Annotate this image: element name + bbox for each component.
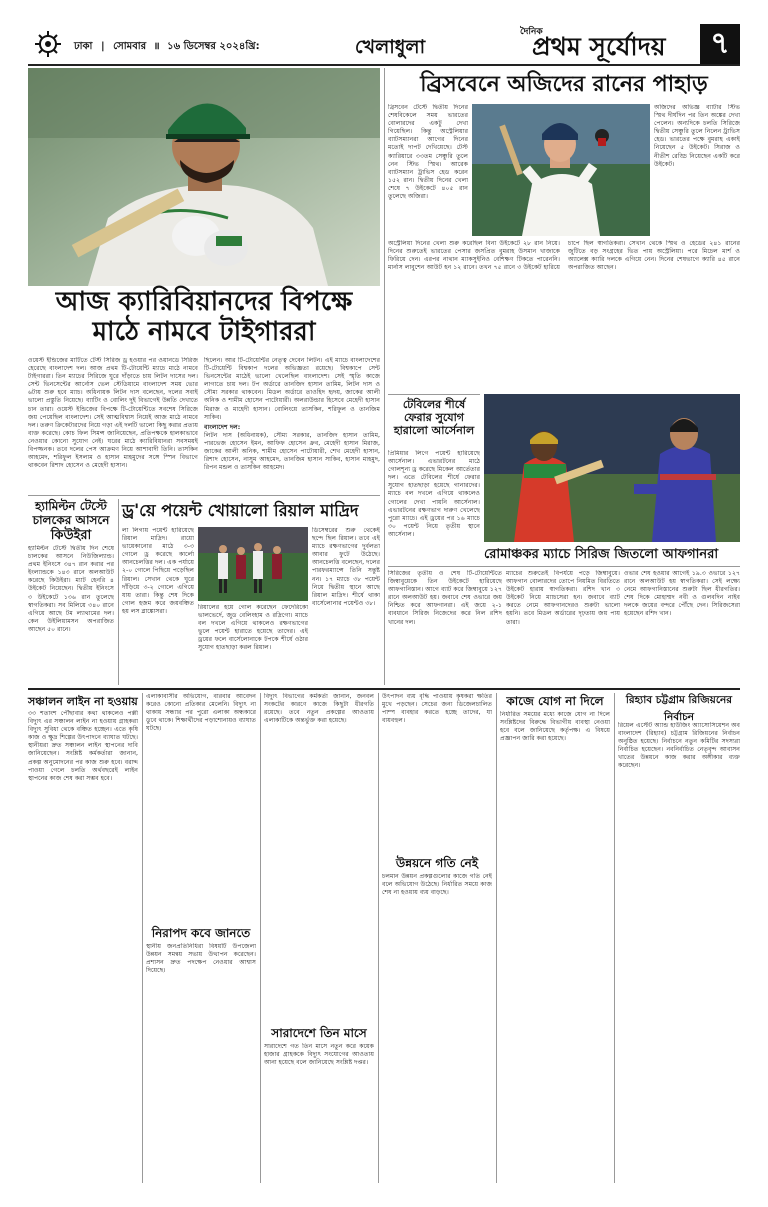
hamilton-headline-line1: হ্যামিল্টন টেস্টে [35, 499, 107, 513]
header-divider [28, 64, 740, 66]
lead-body-2: ছিলেন। আর টি-টোয়েন্টির নেতৃত্ব দেবেন লিটন। এই ম্যাচে বাংলাদেশের টি-টোয়েন্টি বিশ্বকাপ দলের অভিজ্ঞতা রয়েছে। বিশ্বকাপে সেন্ট ভিনসেন্টের মাঠেই ভালো খেলেছিল বাংলাদেশ। সেই স্মৃতি কাজে লাগাতে চায় দল। টপ অর্ডারে তানজিদ হাসান তামিম, লিটন দাস ও সৌম্য সরকার থাকবেন। মিডল অর্ডারে তাওহিদ হৃদয়, জাকের আলী অনিক ও শামীম হোসেন পাটোয়ারী। অলরাউন্ডার হিসেবে মেহেদী হাসান মিরাজ ও মাহেদী হাসান। বোলিংয়ে তাসকিন, শরিফুল ও তানজিম সাকিব। [204, 357, 380, 421]
madrid-body-left: লা লিগায় পয়েন্ট হারিয়েছে রিয়াল মাদ্রিদ। রায়ো ভায়েকানোর মাঠে ৩-৩ গোলে ড্র করেছে কার্লো আনচেলত্তির দল। এক পর্যায়ে ২-০ গোলে পিছিয়ে পড়েছিল রিয়াল। সেখান থেকে ঘুরে দাঁড়িয়ে ৩-২ গোলে এগিয়ে যায় তারা। কিন্তু শেষ দিকে গোল হজম করে জয়বঞ্চিত হয় লস ব্লাঙ্কোসরা। [122, 527, 194, 615]
squad-list: লিটন দাস (অধিনায়ক), সৌম্য সরকার, তানজিদ হাসান তামিম, পারভেজ হোসেন ইমন, আফিফ হোসেন ধ্রুব, মেহেদী হাসান মিরাজ, জাকের আলী অনিক, শামীম হোসেন পাটোয়ারী, শেখ মেহেদী হাসান, রিশাদ হোসেন, নাসুম আহমেদ, তানজিম হাসান সাকিব, হাসান মাহমুদ, রিপন মন্ডল ও তাসকিন আহমেদ। [204, 431, 380, 472]
madrid-headline: ড্র'য়ে পয়েন্ট খোয়ালো রিয়াল মাদ্রিদ [122, 501, 359, 520]
bottom-divider [28, 688, 740, 690]
hamilton-headline-line2: চালকের আসনে [32, 513, 110, 528]
hamilton-headline [28, 499, 114, 543]
afghanistan-body-left: সিরিজের তৃতীয় ও শেষ টি-টোয়েন্টিতে জিম্বাবুয়েকে তিন উইকেটে হারিয়েছে আফগানিস্তান। আগে ব্যাট করে জিম্বাবুয়ে ১২৭ রানে অলআউট হয়। জবাবে শেষ ওভারে জয় নিশ্চিত করে আফগানরা। এই জয়ে ২-১ ব্যবধানে সিরিজ নিজেদের করে নিল রশিদ খানের দল। [388, 570, 502, 626]
bottom-mid3-body: উৎপাদন ব্যয় বৃদ্ধি পাওয়ায় কৃষকরা ক্ষতির মুখে পড়ছেন। সেচের জন্য ডিজেলচালিত পাম্প ব্যবহার করতে হচ্ছে তাদের, যা ব্যয়বহুল। [382, 693, 492, 725]
brisbane-body-left: ব্রিসবেন টেস্টে দ্বিতীয় দিনের শেষবিকেলে সময় ভারতের বোলারদের একটু দেখা গিয়েছিল। কিন্তু অস্ট্রেলিয়ার ব্যাটসম্যানরা আগের দিনের মতোই দাপট দেখিয়েছে। টেস্ট ক্যারিয়ারে ৩৩তম সেঞ্চুরি তুলে নেন স্টিভ স্মিথ। আরেক ব্যাটসম্যান ট্রাভিস হেড করেন ১৫২ রান। দ্বিতীয় দিনের খেলা শেষে ৭ উইকেটে ৪০৫ রান তুলেছে অজিরা। [388, 104, 468, 201]
bottom-mid3-body2: চলমান উন্নয়ন প্রকল্পগুলোর কাজে গতি নেই বলে অভিযোগ উঠেছে। নির্ধারিত সময়ে কাজ শেষ না হওয়ায় ব্যয় বাড়ছে। [382, 873, 492, 897]
divider [614, 693, 615, 1183]
dateline: ঢাকা | সোমবার ॥ ১৬ ডিসেম্বর ২০২৪খ্রি: [74, 41, 260, 52]
squad-label: বাংলাদেশ দল: [204, 423, 241, 431]
section-title: খেলাধুলা [354, 36, 426, 58]
page-number: ৭ [700, 24, 740, 64]
brisbane-body-right: অস্ট্রেলিয়া দিনের খেলা শুরু করেছিল বিনা উইকেটে ২৮ রান নিয়ে। দিনের শুরুতেই ভারতের পেসার জসপ্রিত বুমরাহ উসমান খাজাকে ফিরিয়ে দেন। এরপর নাথান ম্যাকসুইনিও বেশিক্ষণ টিকতে পারেননি। মার্নাস লাবুশেন আউট হন ১২ রানে। তখন ৭৫ রানে ৩ উইকেট হারিয়ে চাপে ছিল স্বাগতিকরা। সেখান থেকে স্মিথ ও হেডের ২৪১ রানের জুটিতে বড় সংগ্রহের ভিত পায় অস্ট্রেলিয়া। পরে মিচেল মার্শ ও অ্যালেক্স ক্যারি দলকে এগিয়ে নেন। দিনের শেষভাগে ক্যারি ৪৫ রানে অপরাজিত আছেন। [388, 240, 740, 272]
divider [378, 693, 379, 1183]
bottom-mid2-top: বিদ্যুৎ বিভাগের কর্মকর্তা জানান, জনবল সংকটের কারণে কাজে কিছুটা ধীরগতি রয়েছে। তবে নতুন প্রকল্পের আওতায় এলাকাটিকে অন্তর্ভুক্ত করা হয়েছে। [264, 693, 374, 725]
bottom-left-title: সঞ্চালন লাইন না হওয়ায় [28, 695, 138, 708]
bottom-mid2-body: সারাদেশে গত তিন মাসে নতুন করে কয়েক হাজার গ্রাহককে বিদ্যুৎ সংযোগের আওতায় আনা হয়েছে বলে জানিয়েছে সংশ্লিষ্ট দপ্তর। [264, 1043, 374, 1067]
bottom-mid2-title: সারাদেশে তিন মাসে [271, 1026, 367, 1040]
brisbane-body-far: অজিদের অভিজ্ঞ ব্যাটার স্টিভ স্মিথ দীর্ঘদিন পর তিন অঙ্কের দেখা পেলেন। অন্যদিকে চলতি সিরিজে দ্বিতীয় সেঞ্চুরি তুলে নিলেন ট্রাভিস হেড। ভারতের পক্ষে বুমরাহ একাই নিয়েছেন ৫ উইকেট। সিরাজ ও নীতীশ রেড্ডি নিয়েছেন একটি করে উইকেট। [654, 104, 740, 168]
afghanistan-headline: রোমাঞ্চকর ম্যাচে সিরিজ জিতলো আফগানরা [484, 544, 740, 566]
divider [142, 693, 143, 1183]
afghanistan-photo [484, 394, 740, 542]
divider [384, 68, 385, 685]
lead-body: ওয়েস্ট ইন্ডিজের মাটিতে টেস্ট সিরিজ ড্র হওয়ার পর ওয়ানডে সিরিজ হেরেছে বাংলাদেশ দল। আজ প্রথম টি-টোয়েন্টি ম্যাচে মাঠে নামবে টাইগাররা। তিন ম্যাচের সিরিজে ঘুরে দাঁড়াতে চায় লিটন দাসের দল। সেন্ট ভিনসেন্টের আর্নোস ভেল স্টেডিয়ামে বাংলাদেশ সময় ভোর ৬টায় শুরু হবে ম্যাচ। অধিনায়ক লিটন দাস বলেছেন, দলের সবাই ভালো প্রস্তুতি নিয়েছে। ব্যাটিং ও বোলিং দুই বিভাগেই উন্নতি দেখাতে চান তারা। ওয়েস্ট ইন্ডিজের বিপক্ষে টি-টোয়েন্টিতে সবশেষ সিরিজে জয় পেয়েছিল বাংলাদেশ। সেই আত্মবিশ্বাস নিয়েই আজ মাঠে নামবে দল। তরুণ ক্রিকেটারদের নিয়ে গড়া এই দলটি ভালো কিছু করার প্রত্যয় ব্যক্ত করেছে। কোচ ফিল সিমন্স জানিয়েছেন, প্রতিপক্ষকে হালকাভাবে নেওয়ার কোনো সুযোগ নেই। ঘরের মাঠে ক্যারিবিয়ানরা সবসময়ই বিপজ্জনক। তবে দলের পেস আক্রমণ নিয়ে আশাবাদী তিনি। তাসকিন আহমেদ, শরিফুল ইসলাম ও হাসান মাহমুদের সঙ্গে স্পিন বিভাগে থাকবেন রিশাদ হোসেন ও মেহেদী হাসান। [28, 357, 198, 470]
masthead-small: দৈনিক [520, 27, 543, 37]
brisbane-photo [472, 104, 650, 236]
dateline-date: ১৬ ডিসেম্বর ২০২৪খ্রি: [167, 41, 260, 52]
dateline-day: সোমবার [113, 41, 147, 52]
divider [118, 499, 119, 685]
lead-headline-line1: আজ ক্যারিবিয়ানদের বিপক্ষে [55, 287, 353, 317]
hamilton-body: হ্যামিল্টন টেস্টে দ্বিতীয় দিন শেষে চালকের আসনে নিউজিল্যান্ড। প্রথম ইনিংসে ৩৪৭ রান করার পর ইংল্যান্ডকে ১৪৩ রানে অলআউট করেছে কিউইরা। ম্যাট হেনরি ৪ উইকেট নিয়েছেন। দ্বিতীয় ইনিংসে ৩ উইকেটে ১৩৬ রান তুলেছে স্বাগতিকরা। সব মিলিয়ে ৩৪০ রানে এগিয়ে আছে টম ল্যাথামের দল। কেন উইলিয়ামসন অপরাজিত আছেন ৫০ রানে। [28, 545, 114, 633]
lead-body-continued [204, 357, 380, 492]
bottom-left-body: ৩৩ শতাংশ পৌঁছাবার কথা থাকলেও পল্লী বিদ্যুৎ এর সঞ্চালন লাইন না হওয়ায় গ্রাহকরা বিদ্যুৎ সুবিধা থেকে বঞ্চিত হচ্ছেন। এতে কৃষি কাজ ও ক্ষুদ্র শিল্পের উৎপাদনে ব্যাঘাত ঘটছে। স্থানীয়রা দ্রুত সঞ্চালন লাইন স্থাপনের দাবি জানিয়েছেন। সংশ্লিষ্ট কর্মকর্তারা জানান, প্রকল্প অনুমোদনের পর কাজ শুরু হবে। বরাদ্দ পাওয়া গেলে চলতি অর্থবছরেই লাইন স্থাপনের কাজ শেষ করা সম্ভব হবে। [28, 710, 138, 782]
brisbane-headline: ব্রিসবেনে অজিদের রানের পাহাড় [420, 72, 708, 97]
arsenal-headline: টেবিলের শীর্ষে ফেরার সুযোগ হারালো আর্সেনাল [393, 398, 475, 438]
divider [28, 495, 380, 496]
bottom-mid3-title: উন্নয়নে গতি নেই [395, 856, 479, 870]
bottom-right-title-line2: নির্বাচন [663, 711, 695, 723]
bottom-mid1-title: নিরাপদ কবে জানতে [151, 926, 251, 940]
divider [260, 693, 261, 1183]
afghanistan-body-mid: ম্যাচের শুরুতেই বিপর্যয়ে পড়ে জিম্বাবুয়ে। আফগান বোলারদের তোপে নিয়মিত বিরতিতে উইকেট হারায় স্বাগতিকরা। রশিদ খান ৩ উইকেট নিয়ে ম্যাচসেরা হন। জবাবে ব্যাট করতে নেমে আফগানদেরও শুরুটা ভালো হয়নি। তবে মিডল অর্ডারের দৃঢ়তায় জয় পায় তারা। [506, 570, 620, 626]
dateline-location: ঢাকা [74, 41, 93, 52]
madrid-body-right: ডিসেম্বরের শুরু থেকেই ছন্দে ছিল রিয়াল। তবে এই ম্যাচে রক্ষণভাগের দুর্বলতা আবার ফুটে উঠেছে। আনচেলত্তি বলেছেন, দলের পারফরম্যান্সে তিনি সন্তুষ্ট নন। ১৭ ম্যাচে ৩৮ পয়েন্ট নিয়ে দ্বিতীয় স্থানে আছে রিয়াল মাদ্রিদ। শীর্ষে থাকা বার্সেলোনার পয়েন্টও ৩৮। [312, 527, 380, 607]
hamilton-headline-line3: কিউইরা [50, 527, 92, 543]
ornament-icon [34, 30, 62, 58]
madrid-photo [198, 527, 308, 601]
lead-photo [28, 68, 380, 286]
afghanistan-body-right: ওভার শেষ হওয়ার আগেই ১৯.৩ ওভারে ১২৭ রানে অলআউট হয় স্বাগতিকরা। সেই লক্ষ্যে নেমে আফগানিস্তানের শুরুটা ছিল ধীরগতির। শেষ দিকে মোহাম্মদ নবী ও গুলবদিন নাইব দলকে জয়ের বন্দরে পৌঁছে দেন। সিরিজসেরা হয়েছেন রশিদ খান। [624, 570, 740, 618]
bottom-right-title-line1: রিহ্যাব চট্টগ্রাম রিজিয়নের [625, 694, 733, 706]
madrid-body-mid: রিয়ালের হয়ে গোল করেছেন ফেদেরিকো ভালভের্দে, জুড বেলিংহাম ও রদ্রিগো। ম্যাচে বল দখলে এগিয়ে থাকলেও রক্ষণভাগের ভুলে পয়েন্ট হারাতে হয়েছে তাদের। এই ড্রয়ের ফলে বার্সেলোনাকে টপকে শীর্ষে ওঠার সুযোগ হাতছাড়া করল রিয়াল। [198, 604, 308, 652]
arsenal-body: প্রিমিয়ার লিগে পয়েন্ট হারিয়েছে আর্সেনাল। এভারটনের মাঠে গোলশূন্য ড্র করেছে মিকেল আর্তেতার দল। এতে টেবিলের শীর্ষে ফেরার সুযোগ হাতছাড়া হয়েছে গানারদের। ম্যাচে বল দখলে এগিয়ে থাকলেও গোলের দেখা পায়নি আর্সেনাল। এভারটনের রক্ষণভাগ দারুণ খেলেছে পুরো ম্যাচে। এই ড্রয়ের পর ১৬ ম্যাচে ৩০ পয়েন্ট নিয়ে তৃতীয় স্থানে আর্সেনাল। [388, 450, 480, 538]
divider [496, 693, 497, 1183]
lead-headline-line2: মাঠে নামবে টাইগাররা [92, 316, 316, 347]
bottom-right-body: রিয়েল এস্টেট অ্যান্ড হাউজিং অ্যাসোসিয়েশন অব বাংলাদেশ (রিহ্যাব) চট্টগ্রাম রিজিয়নের নির্বাচন অনুষ্ঠিত হয়েছে। নির্বাচনে নতুন কমিটির সদস্যরা নির্বাচিত হয়েছেন। নবনির্বাচিত নেতৃবৃন্দ আবাসন খাতের উন্নয়নে কাজ করার অঙ্গীকার ব্যক্ত করেছেন। [618, 722, 740, 770]
bottom-mid1-top: এলাকাবাসীর অভিযোগ, বারবার আবেদন করেও কোনো প্রতিকার মেলেনি। বিদ্যুৎ না থাকায় সন্ধ্যার পর পুরো এলাকা অন্ধকারে ডুবে থাকে। শিক্ষার্থীদের পড়াশোনায়ও ব্যাঘাত ঘটছে। [146, 693, 256, 733]
masthead-title: প্রথম সূর্যোদয় [532, 32, 666, 61]
bottom-mid1-body: স্থানীয় জনপ্রতিনিধিরা বিষয়টি উপজেলা উন্নয়ন সমন্বয় সভায় উত্থাপন করেছেন। প্রশাসন দ্রুত পদক্ষেপ নেওয়ার আশ্বাস দিয়েছে। [146, 943, 256, 975]
divider [388, 566, 740, 567]
bottom-mid4-title: কাজে যোগ না দিলে [506, 694, 604, 708]
bottom-mid4-body: নির্ধারিত সময়ের মধ্যে কাজে যোগ না দিলে সংশ্লিষ্টদের বিরুদ্ধে বিভাগীয় ব্যবস্থা নেওয়া হবে বলে জানিয়েছে কর্তৃপক্ষ। এ বিষয়ে প্রজ্ঞাপন জারি করা হয়েছে। [500, 711, 610, 743]
lead-headline [28, 288, 380, 348]
divider [388, 394, 480, 395]
